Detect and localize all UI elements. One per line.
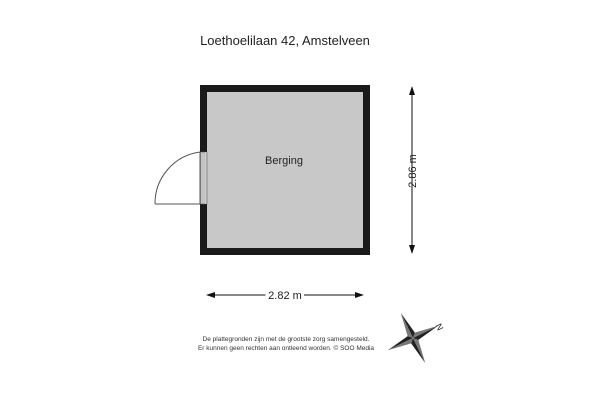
width-label: 2.82 m xyxy=(268,290,302,302)
door xyxy=(155,152,208,204)
room-floor xyxy=(207,92,363,248)
room-label: Berging xyxy=(265,155,303,167)
disclaimer-line-2: Er kunnen geen rechten aan ontleend worden. © SOO Media xyxy=(197,344,375,352)
disclaimer xyxy=(170,336,402,353)
compass-north-label: N xyxy=(433,321,446,333)
address-title: Loethoelilaan 42, Amstelveen xyxy=(200,33,370,48)
disclaimer-line-1: De plattegronden zijn met de grootste zorg samengesteld. xyxy=(202,336,370,343)
depth-label: 2.86 m xyxy=(407,154,419,188)
